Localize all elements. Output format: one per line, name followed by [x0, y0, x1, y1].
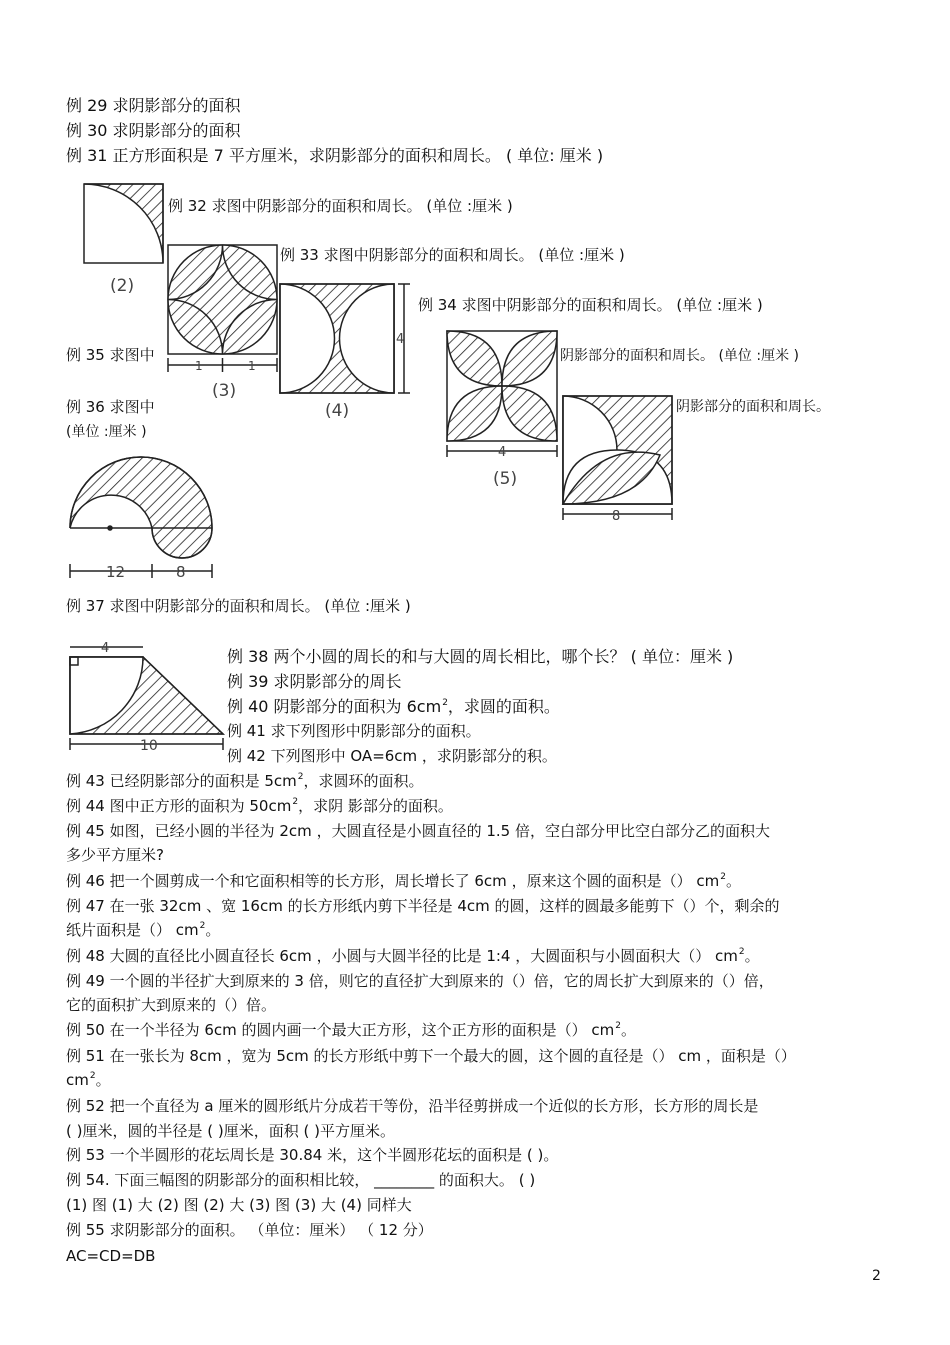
problem-50-text: 例 50 在一个半径为 6cm 的圆内画一个最大正方形，这个正方形的面积是（） cm	[66, 1021, 615, 1039]
problem-36-unit: (单位 :厘米 )	[66, 424, 147, 440]
superscript: 2	[89, 1071, 96, 1081]
problem-38: 例 38 两个小圆的周长的和与大圆的周长相比，哪个长？ ( 单位：厘米 )	[227, 647, 734, 666]
problem-55: 例 55 求阴影部分的面积。 （单位：厘米） （ 12 分）	[66, 1221, 433, 1239]
figure-4-label: (4)	[325, 401, 350, 421]
figure-3	[168, 245, 277, 372]
problem-37: 例 37 求图中阴影部分的面积和周长。 (单位 :厘米 )	[66, 597, 411, 615]
figure-2-label: (2)	[110, 276, 135, 296]
problem-50-text-end: 。	[620, 1021, 636, 1039]
spiral-figure	[70, 457, 212, 578]
superscript: 2	[297, 772, 304, 782]
superscript: 2	[720, 872, 726, 882]
problem-34: 例 34 求图中阴影部分的面积和周长。 (单位 :厘米 )	[418, 296, 763, 314]
problem-32: 例 32 求图中阴影部分的面积和周长。 (单位 :厘米 )	[168, 197, 513, 215]
figure-4-dim: 4	[396, 332, 405, 347]
page-number: 2	[872, 1268, 881, 1284]
problem-51: 例 51 在一张长为 8cm ，宽为 5cm 的长方形纸中剪下一个最大的圆，这个圆的直径是（） cm ，面积是（）	[66, 1047, 796, 1065]
superscript: 2	[442, 698, 448, 708]
problem-55-condition: AC=CD=DB	[66, 1247, 156, 1265]
problem-53: 例 53 一个半圆形的花坛周长是 30.84 米，这个半圆形花坛的面积是 ( )。	[66, 1146, 559, 1164]
problem-47-text-end: 。	[205, 921, 221, 939]
spiral-dim-2: 8	[176, 563, 186, 581]
figure-4	[280, 284, 410, 393]
problem-43-text-end: ，求圆环的面积。	[303, 772, 424, 790]
figure-6	[563, 396, 672, 520]
problem-54: 例 54. 下面三幅图的阴影部分的面积相比较， ________ 的面积大。 ( )	[66, 1171, 536, 1189]
problem-46-text: 例 46 把一个圆剪成一个和它面积相等的长方形，周长增长了 6cm ，原来这个圆的面积是（） cm	[66, 872, 720, 890]
figure-5	[447, 331, 557, 457]
problem-40-text-end: ，求圆的面积。	[447, 697, 560, 716]
figure-5-dim: 4	[498, 445, 507, 460]
problem-36-end: 阴影部分的面积和周长。	[676, 399, 830, 415]
superscript: 2	[615, 1021, 621, 1031]
problem-43-text: 例 43 已经阴影部分的面积是 5cm	[66, 772, 297, 790]
problem-30: 例 30 求阴影部分的面积	[66, 121, 241, 140]
trapezoid-bottom-label: 10	[140, 738, 158, 754]
problem-39: 例 39 求阴影部分的周长	[227, 672, 402, 691]
problem-47-text: 纸片面积是（） cm	[66, 921, 199, 939]
problem-44-text-end: ，求阴 影部分的面积。	[298, 797, 453, 815]
problem-52-cont: ( )厘米，圆的半径是 ( )厘米，面积 ( )平方厘米。	[66, 1122, 395, 1140]
problem-54-options: (1) 图 (1) 大 (2) 图 (2) 大 (3) 图 (3) 大 (4) 同样大	[66, 1196, 412, 1214]
problem-36-start: 例 36 求图中	[66, 398, 155, 416]
figure-3-dim-1: 1	[195, 359, 203, 373]
spiral-dim-1: 12	[106, 563, 126, 581]
problem-44-text: 例 44 图中正方形的面积为 50cm	[66, 797, 292, 815]
problem-46-text-end: 。	[725, 872, 741, 890]
problem-51-text: cm	[66, 1071, 89, 1089]
problem-49: 例 49 一个圆的半径扩大到原来的 3 倍，则它的直径扩大到原来的（）倍，它的周长扩大到原来的（）倍，	[66, 972, 774, 990]
problem-41: 例 41 求下列图形中阴影部分的面积。	[227, 722, 481, 740]
figure-2-shaded	[84, 184, 163, 263]
problem-48-text: 例 48 大圆的直径比小圆直径长 6cm ，小圆与大圆半径的比是 1:4 ，大圆面积与小圆面积大（） cm	[66, 947, 738, 965]
figure-6-dim: 8	[612, 509, 621, 524]
figure-3-label: (3)	[212, 381, 237, 401]
trapezoid-top-label: 4	[101, 641, 110, 656]
problem-51-text-end: 。	[95, 1071, 111, 1089]
figure-2	[84, 184, 163, 263]
spiral-shaded	[70, 457, 212, 558]
figure-3-dim-2: 1	[248, 359, 256, 373]
problem-45-cont: 多少平方厘米?	[66, 846, 164, 864]
problem-48-text-end: 。	[744, 947, 760, 965]
superscript: 2	[738, 947, 745, 957]
problem-35-end: 阴影部分的面积和周长。 (单位 :厘米 )	[560, 348, 799, 364]
problem-45: 例 45 如图，已经小圆的半径为 2cm ，大圆直径是小圆直径的 1.5 倍，空白部分甲比空白部分乙的面积大	[66, 822, 770, 840]
problem-42: 例 42 下列图形中 OA=6cm ，求阴影部分的积。	[227, 747, 557, 765]
figure-5-label: (5)	[493, 469, 518, 489]
problem-35-start: 例 35 求图中	[66, 346, 155, 364]
superscript: 2	[199, 921, 206, 931]
superscript: 2	[292, 797, 299, 807]
problem-40-text: 例 40 阴影部分的面积为 6cm	[227, 697, 442, 716]
problem-52: 例 52 把一个直径为 a 厘米的圆形纸片分成若干等份，沿半径剪拼成一个近似的长方形，长方形的周长是	[66, 1097, 759, 1115]
trapezoid-figure	[70, 647, 223, 750]
problem-47: 例 47 在一张 32cm 、宽 16cm 的长方形纸内剪下半径是 4cm 的圆，这样的圆最多能剪下（）个，剩余的	[66, 897, 780, 915]
problem-31: 例 31 正方形面积是 7 平方厘米，求阴影部分的面积和周长。 ( 单位: 厘米 )	[66, 146, 604, 165]
problem-29: 例 29 求阴影部分的面积	[66, 96, 241, 115]
problem-49-cont: 它的面积扩大到原来的（）倍。	[66, 996, 277, 1014]
problem-33: 例 33 求图中阴影部分的面积和周长。 (单位 :厘米 )	[280, 246, 625, 264]
